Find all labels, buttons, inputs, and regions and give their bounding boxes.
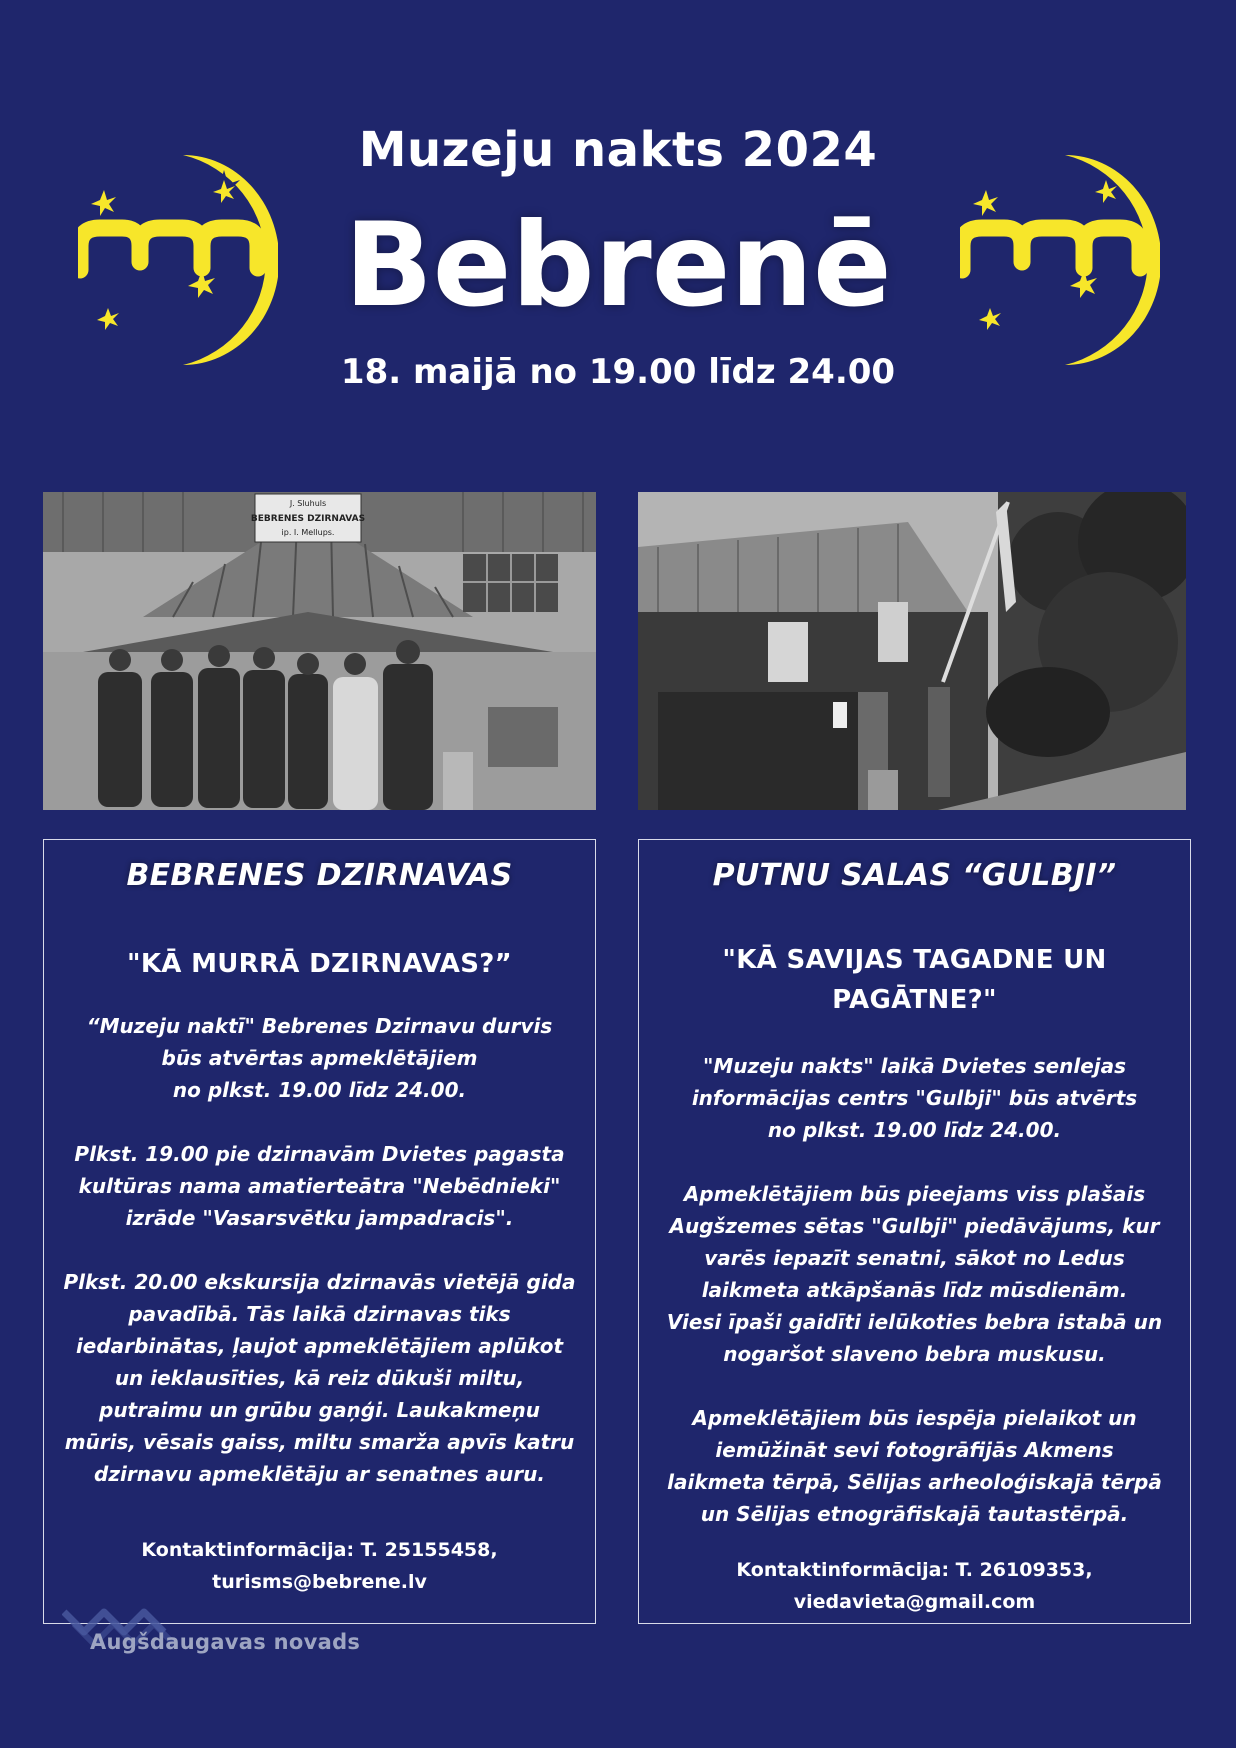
mill-sign-line3: ip. I. Mellups.	[281, 528, 335, 537]
mill-sign-line1: J. Sluhuls	[289, 499, 327, 508]
panel-body	[657, 1050, 1172, 1562]
panel-paragraph: Apmeklētājiem būs iespēja pielaikot un iemūžināt sevi fotogrāfijās Akmens laikmeta tērpā, Sēlijas arheoloģiskajā tērpā un Sēlijas etnogrāfiskajā tautastērpā.	[667, 1406, 1162, 1526]
panel-contact	[649, 1554, 1180, 1619]
mill-sign-line2: BEBRENES DZIRNAVAS	[250, 514, 366, 524]
contact-email[interactable]: viedavieta@gmail.com	[793, 1591, 1036, 1614]
museum-night-moon-logo-icon	[960, 150, 1160, 370]
panel-paragraph: Plkst. 20.00 ekskursija dzirnavās vietējā gida pavadībā. Tās laikā dzirnavas tiks iedarbinātas, ļaujot apmeklētājiem aplūkot un ieklausīties, kā reiz dūkuši miltu, putraimu un grūbu gaņģi. Laukakmeņu mūris, vēsais gaiss, miltu smarža apvīs katru dzirnavu apmeklētāju ar senatnes auru.	[63, 1270, 576, 1486]
panel-title: PUTNU SALAS “GULBJI”	[712, 858, 1117, 893]
gulbji-house-photo	[638, 492, 1186, 810]
museum-night-moon-logo-icon	[78, 150, 278, 370]
event-date: 18. maijā no 19.00 līdz 24.00	[340, 352, 896, 392]
panel-contact	[54, 1534, 585, 1599]
panel-question: "KĀ MURRĀ DZIRNAVAS?”	[127, 949, 512, 979]
footer-brand-text: Augšdaugavas novads	[90, 1630, 361, 1654]
panel-body	[62, 1010, 577, 1522]
panel-paragraph: "Muzeju nakts" laikā Dvietes senlejas informācijas centrs "Gulbji" būs atvērts no plkst. 19.00 līdz 24.00.	[691, 1054, 1138, 1142]
panel-putnu-salas-gulbji	[638, 839, 1191, 1624]
panel-bebrenes-dzirnavas	[43, 839, 596, 1624]
panel-question: "KĀ SAVIJAS TAGADNE UN PAGĀTNE?"	[722, 945, 1107, 1016]
contact-phone: Kontaktinformācija: T. 26109353,	[736, 1559, 1093, 1581]
contact-email[interactable]: turisms@bebrene.lv	[212, 1571, 427, 1594]
footer-municipality-logo	[62, 1606, 382, 1666]
house-photo-drawing	[638, 492, 1186, 810]
panel-paragraph: Plkst. 19.00 pie dzirnavām Dvietes pagasta kultūras nama amatierteātra "Nebēdnieki" izrāde "Vasarsvētku jampadracis".	[74, 1142, 565, 1230]
panel-paragraph: Apmeklētājiem būs pieejams viss plašais Augšzemes sētas "Gulbji" piedāvājums, kur varēs iepazīt senatni, sākot no Ledus laikmeta atkāpšanās līdz mūsdienām. Viesi īpaši gaidīti ielūkoties bebra istabā un nogaršot slaveno bebra muskusu.	[666, 1182, 1163, 1366]
panel-title: BEBRENES DZIRNAVAS	[126, 858, 513, 893]
contact-phone: Kontaktinformācija: T. 25155458,	[141, 1539, 498, 1561]
mill-historic-photo	[43, 492, 596, 810]
header	[0, 0, 1236, 420]
page-title: Bebrenē	[344, 198, 892, 333]
event-subtitle: Muzeju nakts 2024	[358, 122, 878, 178]
panel-paragraph: “Muzeju naktī" Bebrenes Dzirnavu durvis būs atvērtas apmeklētājiem no plkst. 19.00 līdz 24.00.	[86, 1014, 553, 1102]
mill-photo-drawing	[43, 492, 596, 810]
